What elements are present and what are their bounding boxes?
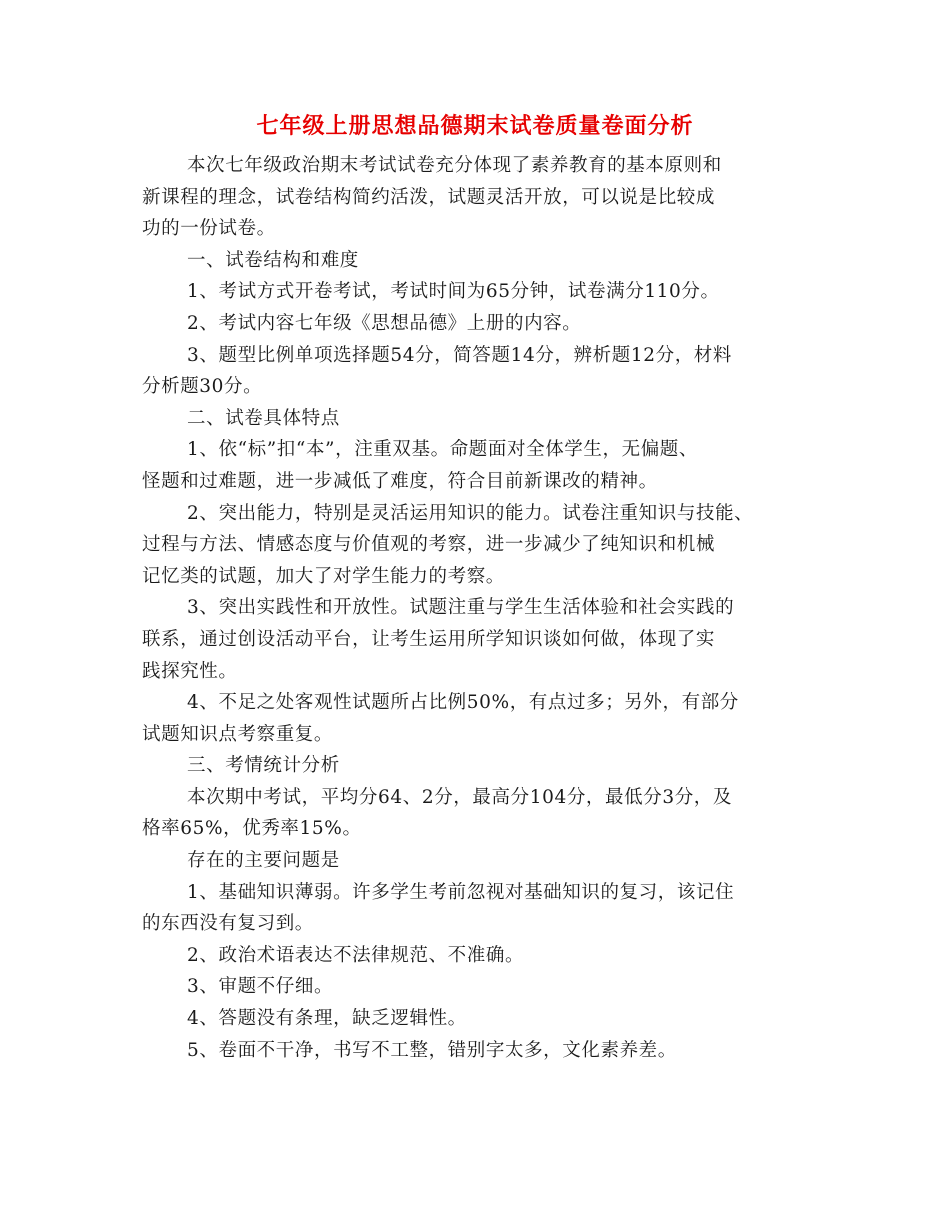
paragraph-line: 1、依“标”扣“本”，注重双基。命题面对全体学生，无偏题、 — [187, 439, 699, 461]
paragraph-line: 怪题和过难题，进一步减低了难度，符合目前新课改的精神。 — [142, 470, 658, 492]
paragraph-line: 功的一份试卷。 — [142, 218, 276, 240]
paragraph-line: 4、不足之处客观性试题所占比例50%，有点过多；另外，有部分 — [187, 692, 739, 714]
paragraph-line: 3、审题不仔细。 — [187, 976, 334, 998]
paragraph-line: 本次期中考试，平均分64、2分，最高分104分，最低分3分，及 — [187, 786, 732, 808]
document-title: 七年级上册思想品德期末试卷质量卷面分析 — [256, 113, 694, 139]
paragraph-line: 5、卷面不干净，书写不工整，错别字太多，文化素养差。 — [187, 1039, 677, 1061]
paragraph-line: 4、答题没有条理，缺乏逻辑性。 — [187, 1008, 467, 1030]
paragraph-line: 存在的主要问题是 — [187, 850, 340, 872]
paragraph-line: 三、考情统计分析 — [187, 755, 340, 777]
paragraph-line: 分析题30分。 — [142, 376, 263, 398]
paragraph-line: 新课程的理念，试卷结构简约活泼，试题灵活开放，可以说是比较成 — [142, 186, 716, 208]
paragraph-line: 记忆类的试题，加大了对学生能力的考察。 — [142, 565, 505, 587]
paragraph-line: 2、政治术语表达不法律规范、不准确。 — [187, 944, 525, 966]
paragraph-line: 一、试卷结构和难度 — [187, 249, 359, 271]
paragraph-line: 3、题型比例单项选择题54分，简答题14分，辨析题12分，材料 — [187, 344, 732, 366]
paragraph-line: 践探究性。 — [142, 660, 238, 682]
paragraph-line: 过程与方法、情感态度与价值观的考察，进一步减少了纯知识和机械 — [142, 534, 716, 556]
document-body — [142, 150, 818, 1066]
paragraph-line: 1、考试方式开卷考试，考试时间为65分钟，试卷满分110分。 — [187, 281, 720, 303]
paragraph-line: 本次七年级政治期末考试试卷充分体现了素养教育的基本原则和 — [187, 155, 722, 176]
paragraph-line: 格率65%，优秀率15%。 — [142, 818, 362, 840]
paragraph-line: 联系，通过创设活动平台，让考生运用所学知识谈如何做，体现了实 — [142, 628, 716, 650]
paragraph-line: 二、试卷具体特点 — [187, 407, 340, 429]
paragraph-line: 3、突出实践性和开放性。试题注重与学生生活体验和社会实践的 — [187, 597, 735, 619]
paragraph-line: 的东西没有复习到。 — [142, 913, 314, 935]
paragraph-line: 2、突出能力，特别是灵活运用知识的能力。试卷注重知识与技能、 — [187, 502, 754, 524]
paragraph-line: 2、考试内容七年级《思想品德》上册的内容。 — [187, 312, 582, 334]
paragraph-line: 试题知识点考察重复。 — [142, 723, 334, 745]
paragraph-line: 1、基础知识薄弱。许多学生考前忽视对基础知识的复习，该记住 — [187, 881, 735, 903]
